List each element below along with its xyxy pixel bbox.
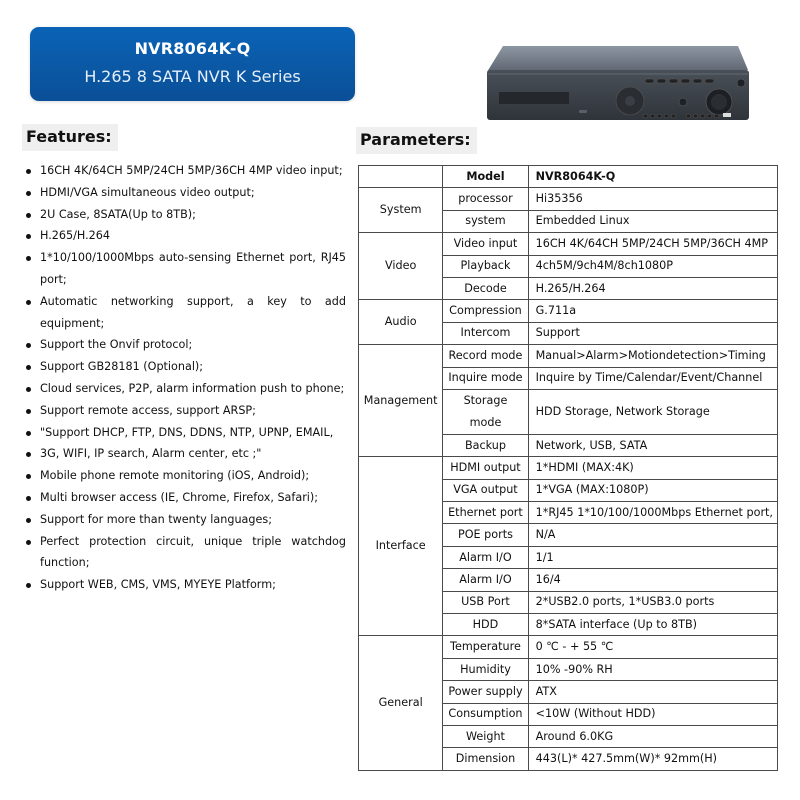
product-title-banner (30, 27, 355, 101)
table-row (359, 457, 778, 479)
table-row (359, 300, 778, 322)
feature-item: H.265/H.264 (26, 225, 346, 247)
param-value: 1/1 (528, 546, 777, 568)
param-key: system (443, 210, 528, 232)
banner-model: NVR8064K-Q (134, 39, 251, 58)
parameters-heading: Parameters: (356, 127, 477, 154)
features-heading: Features: (22, 124, 118, 151)
param-key: Storage mode (443, 389, 528, 434)
table-row-model (359, 166, 778, 188)
param-category: General (359, 636, 443, 770)
param-value: Support (528, 322, 777, 344)
param-value: 16/4 (528, 569, 777, 591)
feature-item: Support for more than twenty languages; (26, 509, 346, 531)
param-key: Intercom (443, 322, 528, 344)
param-key: Inquire mode (443, 367, 528, 389)
param-category: Video (359, 233, 443, 300)
param-value: N/A (528, 524, 777, 546)
feature-item: Support remote access, support ARSP; (26, 400, 346, 422)
parameters-table (358, 165, 778, 771)
feature-item: Support GB28181 (Optional); (26, 356, 346, 378)
param-value: 1*RJ45 1*10/100/1000Mbps Ethernet port, (528, 502, 777, 524)
param-value: G.711a (528, 300, 777, 322)
param-value: Network, USB, SATA (528, 434, 777, 456)
param-key: HDD (443, 614, 528, 636)
param-key: Video input (443, 233, 528, 255)
features-list (26, 160, 346, 596)
feature-item: Support the Onvif protocol; (26, 334, 346, 356)
param-value: 1*HDMI (MAX:4K) (528, 457, 777, 479)
param-value: 443(L)* 427.5mm(W)* 92mm(H) (528, 748, 777, 770)
banner-series: H.265 8 SATA NVR K Series (84, 67, 301, 86)
param-key: Alarm I/O (443, 546, 528, 568)
nvr-product-image (483, 38, 753, 123)
param-key: Dimension (443, 748, 528, 770)
param-value: 8*SATA interface (Up to 8TB) (528, 614, 777, 636)
param-key: Humidity (443, 658, 528, 680)
param-value: HDD Storage, Network Storage (528, 389, 777, 434)
table-row (359, 345, 778, 367)
feature-item: 3G, WIFI, IP search, Alarm center, etc ;" (26, 443, 346, 465)
param-category: Management (359, 345, 443, 457)
feature-item: HDMI/VGA simultaneous video output; (26, 182, 346, 204)
param-key: processor (443, 188, 528, 210)
param-value: 10% -90% RH (528, 658, 777, 680)
param-value: NVR8064K-Q (528, 166, 777, 188)
param-key: Weight (443, 725, 528, 747)
param-value: H.265/H.264 (528, 277, 777, 299)
param-value: Inquire by Time/Calendar/Event/Channel (528, 367, 777, 389)
param-key: Decode (443, 277, 528, 299)
feature-item: 2U Case, 8SATA(Up to 8TB); (26, 204, 346, 226)
param-key: Power supply (443, 681, 528, 703)
param-key: Consumption (443, 703, 528, 725)
param-key: VGA output (443, 479, 528, 501)
param-value: 0 ℃ - + 55 ℃ (528, 636, 777, 658)
param-key: Ethernet port (443, 502, 528, 524)
table-row (359, 233, 778, 255)
param-value: Embedded Linux (528, 210, 777, 232)
param-value: 16CH 4K/64CH 5MP/24CH 5MP/36CH 4MP (528, 233, 777, 255)
param-value: 2*USB2.0 ports, 1*USB3.0 ports (528, 591, 777, 613)
param-key: Record mode (443, 345, 528, 367)
param-value: <10W (Without HDD) (528, 703, 777, 725)
feature-item: Cloud services, P2P, alarm information push to phone; (26, 378, 346, 400)
feature-item: 16CH 4K/64CH 5MP/24CH 5MP/36CH 4MP video input; (26, 160, 346, 182)
feature-item: "Support DHCP, FTP, DNS, DDNS, NTP, UPNP, EMAIL, (26, 422, 346, 444)
param-key: HDMI output (443, 457, 528, 479)
feature-item: Perfect protection circuit, unique triple watchdog function; (26, 531, 346, 575)
param-key: USB Port (443, 591, 528, 613)
param-key: Alarm I/O (443, 569, 528, 591)
param-value: 1*VGA (MAX:1080P) (528, 479, 777, 501)
param-value: Around 6.0KG (528, 725, 777, 747)
param-key: Playback (443, 255, 528, 277)
param-key: Compression (443, 300, 528, 322)
param-key: Temperature (443, 636, 528, 658)
table-cell-empty (359, 166, 443, 188)
table-row (359, 636, 778, 658)
param-value: ATX (528, 681, 777, 703)
param-category: Interface (359, 457, 443, 636)
param-category: Audio (359, 300, 443, 345)
feature-item: Mobile phone remote monitoring (iOS, Android); (26, 465, 346, 487)
param-value: Hi35356 (528, 188, 777, 210)
feature-item: Automatic networking support, a key to add equipment; (26, 291, 346, 335)
param-key: POE ports (443, 524, 528, 546)
param-value: Manual>Alarm>Motiondetection>Timing (528, 345, 777, 367)
param-key: Backup (443, 434, 528, 456)
feature-item: Support WEB, CMS, VMS, MYEYE Platform; (26, 574, 346, 596)
feature-item: 1*10/100/1000Mbps auto-sensing Ethernet port, RJ45 port; (26, 247, 346, 291)
param-category: System (359, 188, 443, 233)
param-key: Model (443, 166, 528, 188)
feature-item: Multi browser access (IE, Chrome, Firefox, Safari); (26, 487, 346, 509)
param-value: 4ch5M/9ch4M/8ch1080P (528, 255, 777, 277)
table-row (359, 188, 778, 210)
